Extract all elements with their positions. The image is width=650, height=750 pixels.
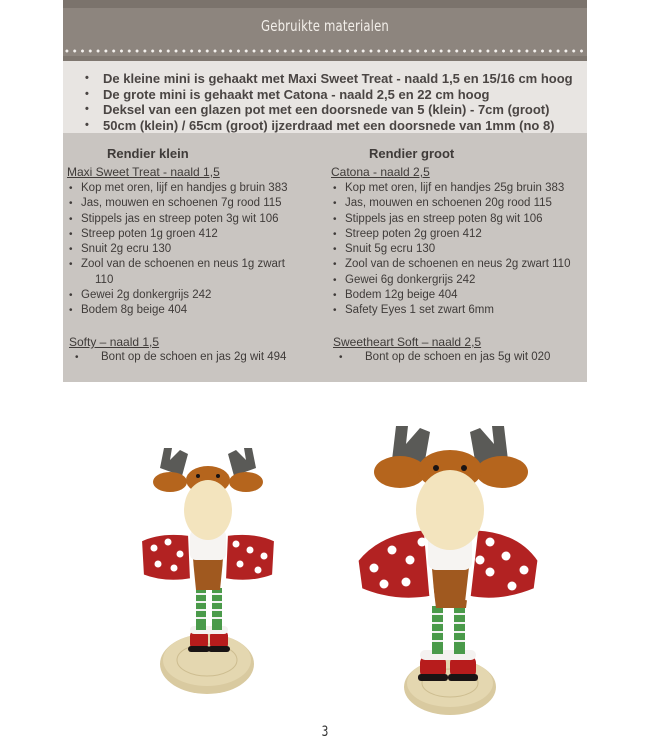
list-item: • Bodem 12g beige 404 xyxy=(331,288,587,303)
list-item: • Zool van de schoenen en neus 1g zwart 110 xyxy=(69,258,285,286)
page-number: 3 xyxy=(321,724,329,740)
bullet-icon: • xyxy=(69,244,73,256)
bullet-icon: • xyxy=(333,274,337,286)
intro-list xyxy=(85,71,573,133)
bullet-icon: • xyxy=(333,305,337,317)
bullet-icon: • xyxy=(69,213,73,225)
bullet-icon: • xyxy=(69,305,73,317)
materials-panel xyxy=(63,133,587,382)
column-title: Rendier groot xyxy=(369,146,455,161)
bullet-icon: • xyxy=(69,183,73,194)
header-top-strip xyxy=(63,0,587,8)
list-item: • Jas, mouwen en schoenen 7g rood 115 xyxy=(67,196,329,211)
list-item: • Gewei 2g donkergrijs 242 xyxy=(67,288,329,303)
bullet-icon: • xyxy=(333,213,337,225)
list-item: • Bont op de schoen en jas 5g wit 020 xyxy=(331,350,587,365)
bullet-icon: • xyxy=(333,290,337,302)
list-item: • Stippels jas en streep poten 8g wit 106 xyxy=(331,212,587,227)
list-item: • Zool van de schoenen en neus 2g zwart 110 xyxy=(331,257,587,272)
intro-item: • De grote mini is gehaakt met Catona - naald 2,5 en 22 cm hoog xyxy=(85,86,490,102)
bullet-icon: • xyxy=(85,103,89,115)
list-item: • Kop met oren, lijf en handjes 25g bruin 383 xyxy=(331,181,587,196)
bullet-icon: • xyxy=(85,87,89,100)
bullet-icon: • xyxy=(333,244,337,256)
yarn-list xyxy=(67,350,329,365)
yarn-heading: Softy – naald 1,5 xyxy=(69,335,160,349)
yarn-list xyxy=(331,350,587,365)
intro-panel xyxy=(63,61,587,133)
reindeer-small-photo xyxy=(120,430,290,720)
list-item: • Bont op de schoen en jas 2g wit 494 xyxy=(67,350,329,365)
yarn-heading: Maxi Sweet Treat - naald 1,5 xyxy=(67,165,220,179)
yarn-list xyxy=(67,181,329,319)
bullet-icon: • xyxy=(339,352,343,363)
list-item: • Streep poten 1g groen 412 xyxy=(67,227,329,242)
bullet-icon: • xyxy=(333,198,337,210)
bullet-icon: • xyxy=(75,352,79,363)
intro-item: • 50cm (klein) / 65cm (groot) ijzerdraad met een doorsnede van 1mm (no 8) xyxy=(85,117,555,133)
bullet-icon: • xyxy=(69,198,73,210)
bullet-icon: • xyxy=(333,183,337,194)
bullet-icon: • xyxy=(69,290,73,302)
yarn-heading: Catona - naald 2,5 xyxy=(331,165,430,179)
list-item: • Streep poten 2g groen 412 xyxy=(331,227,587,242)
list-item: • Stippels jas en streep poten 3g wit 106 xyxy=(67,212,329,227)
list-item: • Gewei 6g donkergrijs 242 xyxy=(331,273,587,288)
column-title: Rendier klein xyxy=(107,146,189,161)
section-header xyxy=(63,0,587,61)
bullet-icon: • xyxy=(69,259,73,271)
bullet-icon: • xyxy=(333,228,337,240)
list-item: • Jas, mouwen en schoenen 20g rood 115 xyxy=(331,196,587,211)
bullet-icon: • xyxy=(85,72,89,84)
bullet-icon: • xyxy=(69,228,73,240)
intro-item: • Deksel van een glazen pot met een doorsnede van 5 (klein) - 7cm (groot) xyxy=(85,102,550,117)
yarn-heading: Sweetheart Soft – naald 2,5 xyxy=(333,335,482,349)
list-item: • Safety Eyes 1 set zwart 6mm xyxy=(331,303,587,318)
bullet-icon: • xyxy=(85,118,89,131)
list-item: • Bodem 8g beige 404 xyxy=(67,303,329,318)
intro-item: • De kleine mini is gehaakt met Maxi Sweet Treat - naald 1,5 en 15/16 cm hoog xyxy=(85,71,573,86)
dotted-divider xyxy=(63,49,587,53)
yarn-list xyxy=(331,181,587,319)
list-item: • Kop met oren, lijf en handjes g bruin 383 xyxy=(67,181,329,196)
bullet-icon: • xyxy=(333,259,337,271)
list-item: • Snuit 2g ecru 130 xyxy=(67,242,329,257)
reindeer-large-photo xyxy=(340,410,560,720)
section-title: Gebruikte materialen xyxy=(260,17,390,35)
list-item: • Snuit 5g ecru 130 xyxy=(331,242,587,257)
